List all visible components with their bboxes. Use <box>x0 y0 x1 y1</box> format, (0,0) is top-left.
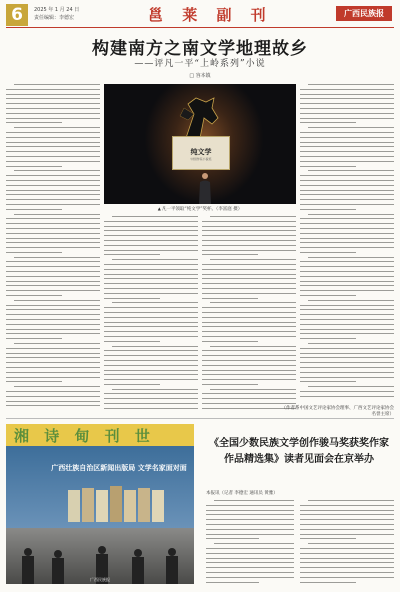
text-line <box>14 170 100 171</box>
text-column-3 <box>202 216 296 410</box>
text-line <box>308 386 394 387</box>
text-line <box>300 233 394 234</box>
text-line <box>300 190 394 191</box>
text-line <box>6 204 100 205</box>
text-line <box>6 146 100 147</box>
text-line <box>300 357 394 358</box>
text-line <box>300 338 356 339</box>
text-line <box>300 582 356 583</box>
text-line <box>202 245 296 246</box>
text-line <box>6 285 100 286</box>
section-divider <box>6 418 394 419</box>
text-line <box>6 151 100 152</box>
text-line <box>6 89 100 90</box>
text-line <box>206 567 294 568</box>
text-line <box>300 295 356 296</box>
text-line <box>300 261 394 262</box>
text-line <box>300 113 394 114</box>
text-line <box>104 403 198 404</box>
text-line <box>300 314 394 315</box>
text-line <box>104 240 198 241</box>
text-line <box>300 324 394 325</box>
text-line <box>308 84 394 85</box>
text-line <box>104 326 198 327</box>
text-line <box>6 261 100 262</box>
text-line <box>104 230 198 231</box>
text-line <box>104 278 198 279</box>
text-line <box>6 137 100 138</box>
text-line <box>300 567 394 568</box>
text-line <box>300 161 394 162</box>
text-line <box>300 118 394 119</box>
text-line <box>300 209 356 210</box>
text-line <box>104 250 198 251</box>
text-line <box>6 333 100 334</box>
text-line <box>202 250 296 251</box>
text-line <box>104 317 198 318</box>
text-line <box>6 353 100 354</box>
text-line <box>6 185 100 186</box>
text-line <box>206 534 294 535</box>
text-line <box>210 216 296 217</box>
text-line <box>300 562 394 563</box>
text-line <box>104 274 198 275</box>
text-line <box>104 331 198 332</box>
text-line <box>300 510 394 511</box>
text-line <box>206 553 294 554</box>
banner-text: 湘 诗 甸 刊 世 <box>14 427 155 445</box>
text-line <box>300 132 394 133</box>
newspaper-brand: 广西民族报 <box>336 6 392 21</box>
text-line <box>300 281 394 282</box>
section-title: 邕 莱 副 刊 <box>148 6 273 24</box>
text-line <box>104 307 198 308</box>
text-line <box>6 194 100 195</box>
text-line <box>104 245 198 246</box>
text-line <box>202 240 296 241</box>
award-certificate <box>172 136 230 170</box>
text-line <box>206 538 259 539</box>
text-line <box>300 377 394 378</box>
text-line <box>104 264 198 265</box>
text-line <box>6 401 100 402</box>
text-line <box>104 254 160 255</box>
text-line <box>6 362 100 363</box>
photo-caption: ▲ 凡一平领取“纯文学”奖杯。（李富庭 摄） <box>104 206 296 212</box>
award-photo <box>104 84 296 204</box>
text-line <box>202 312 296 313</box>
text-line <box>6 122 62 123</box>
text-line <box>6 166 62 167</box>
text-line <box>104 269 198 270</box>
text-line <box>308 214 394 215</box>
text-line <box>6 94 100 95</box>
text-line <box>300 142 394 143</box>
text-line <box>104 398 198 399</box>
text-line <box>14 343 100 344</box>
text-line <box>6 161 100 162</box>
text-column-6 <box>300 500 394 586</box>
text-line <box>300 228 394 229</box>
text-line <box>300 372 394 373</box>
text-line <box>300 548 394 549</box>
text-column-5 <box>206 500 294 586</box>
text-line <box>300 524 394 525</box>
text-line <box>308 543 394 544</box>
text-line <box>6 209 62 210</box>
text-line <box>300 238 394 239</box>
speaker-figure <box>198 172 212 204</box>
text-line <box>6 108 100 109</box>
text-line <box>14 84 100 85</box>
text-line <box>202 283 296 284</box>
event-photo <box>6 424 194 584</box>
text-line <box>300 223 394 224</box>
text-line <box>104 374 198 375</box>
event-banner <box>6 424 194 446</box>
text-line <box>300 305 394 306</box>
text-line <box>104 235 198 236</box>
text-line <box>300 94 394 95</box>
text-line <box>300 122 356 123</box>
text-line <box>104 288 198 289</box>
editor-credit: 责任编辑：李德宏 <box>34 15 75 21</box>
text-line <box>300 98 394 99</box>
text-line <box>104 408 198 409</box>
text-line <box>308 170 394 171</box>
page-number: 6 <box>6 4 28 26</box>
text-line <box>104 355 198 356</box>
text-line <box>300 271 394 272</box>
text-line <box>308 343 394 344</box>
text-line <box>300 391 394 392</box>
text-line <box>300 266 394 267</box>
book-stack-icon <box>64 484 174 524</box>
text-line <box>112 389 198 390</box>
text-line <box>202 307 296 308</box>
text-line <box>104 283 198 284</box>
text-line <box>6 309 100 310</box>
text-line <box>300 156 394 157</box>
text-column-4 <box>300 84 394 404</box>
text-line <box>104 341 160 342</box>
text-line <box>300 505 394 506</box>
text-line <box>300 290 394 291</box>
text-line <box>300 218 394 219</box>
text-line <box>300 204 394 205</box>
text-line <box>104 365 198 366</box>
text-line <box>206 582 259 583</box>
text-line <box>6 305 100 306</box>
article-byline: □ 容本镇 <box>189 73 211 79</box>
text-line <box>6 405 100 406</box>
text-line <box>14 127 100 128</box>
text-line <box>202 264 296 265</box>
text-line <box>6 228 100 229</box>
text-line <box>202 274 296 275</box>
text-line <box>112 216 198 217</box>
text-line <box>300 577 394 578</box>
text-line <box>206 524 294 525</box>
text-line <box>300 252 356 253</box>
text-line <box>300 396 394 397</box>
text-line <box>112 346 198 347</box>
text-line <box>202 360 296 361</box>
text-column-2 <box>104 216 198 410</box>
screen-title: 广西壮族自治区新闻出版局 文学名家面对面 <box>51 464 187 472</box>
second-article-headline: 《全国少数民族文学创作骏马奖获奖作家作品精选集》读者见面会在京举办 <box>209 438 389 465</box>
text-line <box>6 238 100 239</box>
text-line <box>202 235 296 236</box>
text-line <box>202 374 296 375</box>
text-line <box>300 175 394 176</box>
text-line <box>104 360 198 361</box>
text-line <box>206 505 294 506</box>
text-line <box>104 336 198 337</box>
text-line <box>214 500 294 501</box>
text-line <box>300 553 394 554</box>
text-line <box>202 350 296 351</box>
text-line <box>112 259 198 260</box>
text-line <box>300 194 394 195</box>
text-line <box>206 529 294 530</box>
text-line <box>104 293 198 294</box>
text-line <box>210 389 296 390</box>
header-rule <box>6 27 394 28</box>
text-line <box>202 322 296 323</box>
text-line <box>300 329 394 330</box>
text-line <box>202 341 258 342</box>
text-line <box>202 269 296 270</box>
text-line <box>210 302 296 303</box>
text-line <box>6 247 100 248</box>
text-line <box>104 221 198 222</box>
text-line <box>210 259 296 260</box>
text-line <box>202 254 258 255</box>
issue-date: 2025 年 1 月 24 日 <box>34 7 80 13</box>
text-line <box>6 391 100 392</box>
text-line <box>6 252 62 253</box>
text-line <box>6 223 100 224</box>
text-line <box>202 398 296 399</box>
text-line <box>300 348 394 349</box>
text-line <box>202 288 296 289</box>
text-line <box>6 156 100 157</box>
text-line <box>6 348 100 349</box>
text-line <box>308 500 394 501</box>
text-line <box>14 300 100 301</box>
text-line <box>300 185 394 186</box>
header-meta <box>34 6 79 22</box>
text-line <box>104 312 198 313</box>
text-line <box>6 180 100 181</box>
text-line <box>6 290 100 291</box>
text-line <box>6 242 100 243</box>
text-line <box>202 379 296 380</box>
text-line <box>14 214 100 215</box>
text-line <box>6 142 100 143</box>
text-line <box>210 346 296 347</box>
author-note: （作者系中国文艺评论家协会理事、广西文艺评论家协会名誉主席） <box>281 406 394 417</box>
text-line <box>6 98 100 99</box>
text-line <box>6 266 100 267</box>
text-line <box>6 113 100 114</box>
text-line <box>300 519 394 520</box>
text-line <box>6 319 100 320</box>
text-line <box>300 242 394 243</box>
text-line <box>308 127 394 128</box>
text-line <box>202 336 296 337</box>
text-line <box>104 379 198 380</box>
text-line <box>300 514 394 515</box>
text-line <box>6 329 100 330</box>
text-line <box>300 103 394 104</box>
text-line <box>202 221 296 222</box>
text-line <box>300 247 394 248</box>
text-line <box>206 519 294 520</box>
text-line <box>202 331 296 332</box>
text-line <box>6 276 100 277</box>
text-line <box>6 372 100 373</box>
text-line <box>300 353 394 354</box>
certificate-title: 纯文学 <box>190 147 212 156</box>
text-line <box>202 226 296 227</box>
text-line <box>202 370 296 371</box>
text-line <box>300 180 394 181</box>
text-line <box>300 276 394 277</box>
text-line <box>14 386 100 387</box>
text-line <box>104 370 198 371</box>
text-line <box>202 298 258 299</box>
text-line <box>300 285 394 286</box>
text-line <box>6 295 62 296</box>
text-line <box>300 146 394 147</box>
text-line <box>300 137 394 138</box>
text-line <box>300 319 394 320</box>
text-line <box>6 199 100 200</box>
text-line <box>6 396 100 397</box>
text-line <box>202 355 296 356</box>
text-line <box>6 377 100 378</box>
text-line <box>104 322 198 323</box>
text-line <box>300 572 394 573</box>
text-line <box>300 534 394 535</box>
text-line <box>104 393 198 394</box>
text-line <box>308 300 394 301</box>
text-line <box>300 538 356 539</box>
text-line <box>202 326 296 327</box>
text-line <box>202 230 296 231</box>
text-line <box>6 118 100 119</box>
text-line <box>202 365 296 366</box>
text-line <box>206 577 294 578</box>
text-line <box>300 199 394 200</box>
horse-trophy-icon <box>166 94 236 140</box>
text-line <box>206 572 294 573</box>
text-line <box>202 393 296 394</box>
text-line <box>202 403 296 404</box>
text-line <box>6 281 100 282</box>
text-line <box>104 298 160 299</box>
second-article-byline: 本报讯（记者 李德宏 通讯员 黄雅） <box>206 491 278 496</box>
text-line <box>300 381 356 382</box>
text-line <box>104 384 160 385</box>
text-line <box>6 175 100 176</box>
text-column-1 <box>6 84 100 410</box>
text-line <box>6 132 100 133</box>
photo-watermark: 广西民族报 <box>90 577 110 582</box>
text-line <box>6 218 100 219</box>
text-line <box>308 257 394 258</box>
text-line <box>300 108 394 109</box>
text-line <box>214 543 294 544</box>
text-line <box>6 338 62 339</box>
text-line <box>206 558 294 559</box>
text-line <box>202 278 296 279</box>
text-line <box>202 317 296 318</box>
text-line <box>104 350 198 351</box>
text-line <box>300 362 394 363</box>
text-line <box>202 384 258 385</box>
article-headline: 构建南方之南文学地理故乡 <box>92 39 308 59</box>
text-line <box>206 514 294 515</box>
text-line <box>6 103 100 104</box>
text-line <box>6 381 62 382</box>
article-subhead: ——评凡一平“上岭系列”小说 <box>134 59 266 69</box>
text-line <box>6 367 100 368</box>
text-line <box>300 367 394 368</box>
text-line <box>202 293 296 294</box>
text-line <box>300 166 356 167</box>
certificate-subtitle: 中国作家小说奖 <box>190 157 212 161</box>
text-line <box>300 89 394 90</box>
text-line <box>300 151 394 152</box>
text-line <box>6 314 100 315</box>
text-line <box>6 271 100 272</box>
text-line <box>104 226 198 227</box>
text-line <box>6 324 100 325</box>
text-line <box>300 333 394 334</box>
text-line <box>300 529 394 530</box>
text-line <box>300 309 394 310</box>
text-line <box>6 233 100 234</box>
text-line <box>14 257 100 258</box>
text-line <box>6 357 100 358</box>
text-line <box>206 548 294 549</box>
text-line <box>206 510 294 511</box>
text-line <box>206 562 294 563</box>
text-line <box>6 190 100 191</box>
text-line <box>112 302 198 303</box>
text-line <box>300 558 394 559</box>
